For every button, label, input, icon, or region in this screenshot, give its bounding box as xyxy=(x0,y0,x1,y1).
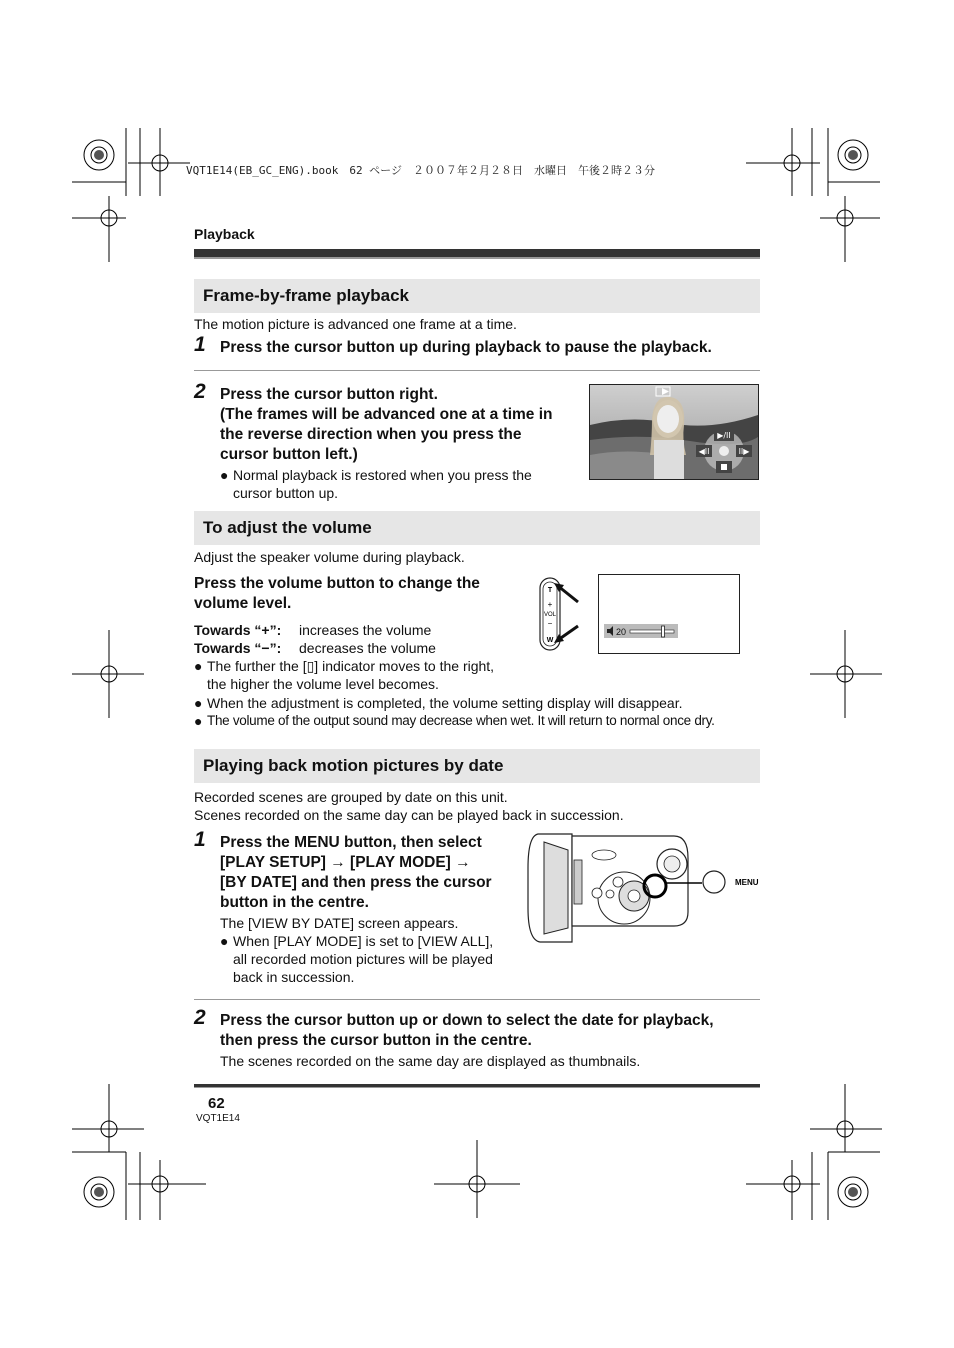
bullet-dot: ● xyxy=(194,658,203,674)
note-line: Normal playback is restored when you press the xyxy=(233,467,532,483)
bydate-intro1: Recorded scenes are grouped by date on this unit. xyxy=(194,789,508,805)
top-divider-shadow xyxy=(194,257,760,259)
note-line: back in succession. xyxy=(233,969,355,985)
bydate-step2-note: The scenes recorded on the same day are displayed as thumbnails. xyxy=(220,1053,641,1069)
bydate-bullet xyxy=(233,932,493,986)
switch-label-minus: − xyxy=(547,619,553,628)
towards-label: Towards “+”: xyxy=(194,622,282,638)
instruction-line: volume level. xyxy=(194,595,292,612)
heading-text: To adjust the volume xyxy=(203,518,372,537)
svg-text:◀II: ◀II xyxy=(698,447,710,456)
step-line: Press the MENU button, then select xyxy=(220,834,482,851)
svg-text:II▶: II▶ xyxy=(738,447,750,456)
step-line: [BY DATE] and then press the cursor xyxy=(220,874,492,891)
step-number: 2 xyxy=(194,1006,206,1029)
volume-heading xyxy=(194,511,760,545)
playback-screen-illustration xyxy=(589,384,759,480)
towards-text: increases the volume xyxy=(299,622,432,638)
frame-step1: Press the cursor button up during playback to pause the playback. xyxy=(220,339,712,356)
frame-step2 xyxy=(220,385,553,465)
volume-indicator xyxy=(662,626,665,637)
volume-intro: Adjust the speaker volume during playback. xyxy=(194,549,465,565)
volume-switch-illustration xyxy=(530,574,592,656)
volume-track xyxy=(630,630,674,633)
bydate-step1 xyxy=(220,833,492,913)
heading-text: Frame-by-frame playback xyxy=(203,286,409,305)
bullet-dot: ● xyxy=(220,467,229,483)
note-line: The further the [▯] indicator moves to the right, xyxy=(207,658,495,674)
switch-label-t: T xyxy=(547,587,553,594)
divider xyxy=(194,370,760,371)
bydate-step1-note: The [VIEW BY DATE] screen appears. xyxy=(220,915,459,931)
step-line: [PLAY SETUP] → [PLAY MODE] → xyxy=(220,854,471,871)
bottom-divider-shadow xyxy=(194,1087,760,1088)
step-line: button in the centre. xyxy=(220,894,369,911)
bullet-dot: ● xyxy=(220,933,229,949)
by-date-heading xyxy=(194,749,760,783)
step-line: the reverse direction when you press the xyxy=(220,426,522,443)
camera-menu-illustration xyxy=(524,828,760,946)
towards-minus xyxy=(194,639,436,657)
top-divider xyxy=(194,249,760,257)
towards-label: Towards “−”: xyxy=(194,640,282,656)
divider xyxy=(194,999,760,1000)
page-number: 62 xyxy=(208,1095,225,1112)
menu-button-label: MENU xyxy=(735,878,759,887)
bullet-dot: ● xyxy=(194,713,203,729)
note-line: When [PLAY MODE] is set to [VIEW ALL], xyxy=(233,933,494,949)
switch-label-w: W xyxy=(546,637,554,644)
note-line: the higher the volume level becomes. xyxy=(207,676,439,692)
volume-bullet2: When the adjustment is completed, the volume setting display will disappear. xyxy=(207,695,683,711)
document-code: VQT1E14 xyxy=(196,1113,240,1124)
frame-note xyxy=(233,466,532,502)
note-line: cursor button up. xyxy=(233,485,339,501)
towards-text: decreases the volume xyxy=(299,640,436,656)
step-number: 2 xyxy=(194,380,206,403)
step-line: cursor button left.) xyxy=(220,446,358,463)
volume-display-illustration xyxy=(598,574,740,654)
volume-level-text: 20 xyxy=(616,627,627,637)
step-line: Press the cursor button right. xyxy=(220,386,438,403)
bydate-step2 xyxy=(220,1011,714,1051)
step-line: (The frames will be advanced one at a time in xyxy=(220,406,553,423)
file-info-line: VQT1E14(EB_GC_ENG).book 62 ページ ２００７年２月２８日 水曜日 午後２時２３分 xyxy=(186,164,655,177)
step-number: 1 xyxy=(194,828,206,851)
volume-instruction xyxy=(194,574,480,614)
bullet-dot: ● xyxy=(194,695,203,711)
section-label: Playback xyxy=(194,226,255,242)
towards-plus xyxy=(194,621,432,639)
volume-bullet1 xyxy=(207,657,494,693)
step-number: 1 xyxy=(194,333,206,356)
heading-text: Playing back motion pictures by date xyxy=(203,756,504,775)
switch-label-plus: + xyxy=(547,600,553,609)
step-line: then press the cursor button in the centre. xyxy=(220,1032,532,1049)
instruction-line: Press the volume button to change the xyxy=(194,575,480,592)
svg-text:▶/II: ▶/II xyxy=(717,431,731,440)
step-line: Press the cursor button up or down to select the date for playback, xyxy=(220,1012,714,1029)
frame-intro: The motion picture is advanced one frame at a time. xyxy=(194,316,517,332)
playback-photo-svg xyxy=(590,385,758,479)
frame-by-frame-heading xyxy=(194,279,760,313)
switch-label-vol: VOL xyxy=(543,612,557,618)
note-line: all recorded motion pictures will be played xyxy=(233,951,493,967)
volume-bullet3: The volume of the output sound may decrease when wet. It will return to normal once dry. xyxy=(207,713,715,728)
bydate-intro2: Scenes recorded on the same day can be played back in succession. xyxy=(194,807,624,823)
volume-bar-svg xyxy=(599,575,739,653)
